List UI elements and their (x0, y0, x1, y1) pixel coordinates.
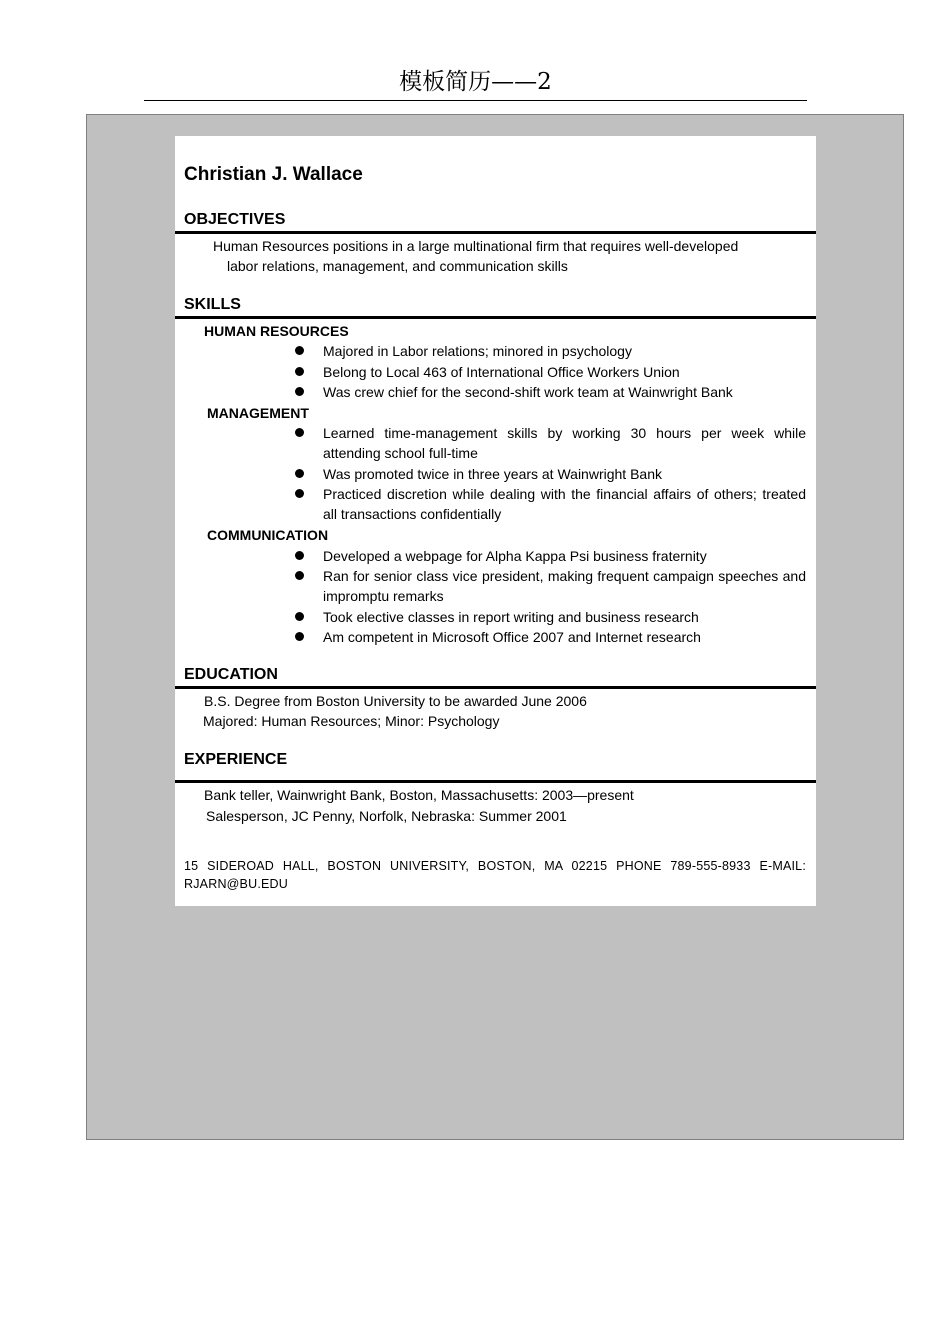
skill-bullet: Ran for senior class vice president, making frequent campaign speeches and impromptu remarks (323, 568, 806, 604)
skills-rule (175, 316, 816, 319)
education-line: Majored: Human Resources; Minor: Psychology (203, 713, 500, 729)
bullet-icon (295, 551, 304, 560)
experience-line: Bank teller, Wainwright Bank, Boston, Massachusetts: 2003—present (204, 787, 634, 803)
skill-group-heading: MANAGEMENT (207, 405, 309, 421)
skill-bullet: Majored in Labor relations; minored in psychology (323, 343, 632, 359)
page-title: 模板简历——2 (144, 64, 807, 101)
bullet-icon (295, 612, 304, 621)
resume-sheet (175, 136, 816, 906)
experience-rule (175, 780, 816, 783)
skill-group-heading: HUMAN RESOURCES (204, 323, 349, 339)
skill-bullet: Was crew chief for the second-shift work team at Wainwright Bank (323, 384, 733, 400)
bullet-icon (295, 387, 304, 396)
bullet-icon (295, 428, 304, 437)
skill-bullet: Belong to Local 463 of International Office Workers Union (323, 364, 680, 380)
objectives-line-1: Human Resources positions in a large multinational firm that requires well-developed (213, 238, 739, 254)
bullet-icon (295, 489, 304, 498)
objectives-text (213, 236, 806, 276)
education-rule (175, 686, 816, 689)
skill-bullet: Learned time-management skills by working 30 hours per week while attending school full-time (323, 425, 806, 461)
skills-heading: SKILLS (184, 296, 241, 313)
skill-bullet: Practiced discretion while dealing with the financial affairs of others; treated all transactions confidentially (323, 486, 806, 522)
education-line: B.S. Degree from Boston University to be awarded June 2006 (204, 693, 587, 709)
skill-bullet: Developed a webpage for Alpha Kappa Psi business fraternity (323, 548, 707, 564)
experience-line: Salesperson, JC Penny, Norfolk, Nebraska: Summer 2001 (206, 808, 567, 824)
contact-footer: 15 SIDEROAD HALL, BOSTON UNIVERSITY, BOSTON, MA 02215 PHONE 789-555-8933 E-MAIL: RJARN@BU.EDU (184, 859, 806, 891)
bullet-icon (295, 632, 304, 641)
bullet-icon (295, 469, 304, 478)
skill-bullet: Took elective classes in report writing and business research (323, 609, 699, 625)
objectives-rule (175, 231, 816, 234)
bullet-icon (295, 571, 304, 580)
skill-bullet: Was promoted twice in three years at Wainwright Bank (323, 466, 662, 482)
education-heading: EDUCATION (184, 666, 278, 683)
objectives-line-2: labor relations, management, and communication skills (227, 258, 568, 274)
skill-group-heading: COMMUNICATION (207, 527, 329, 543)
skill-bullet: Am competent in Microsoft Office 2007 and Internet research (323, 629, 701, 645)
objectives-heading: OBJECTIVES (184, 211, 286, 228)
candidate-name: Christian J. Wallace (184, 164, 363, 185)
experience-heading: EXPERIENCE (184, 751, 288, 768)
bullet-icon (295, 367, 304, 376)
bullet-icon (295, 346, 304, 355)
